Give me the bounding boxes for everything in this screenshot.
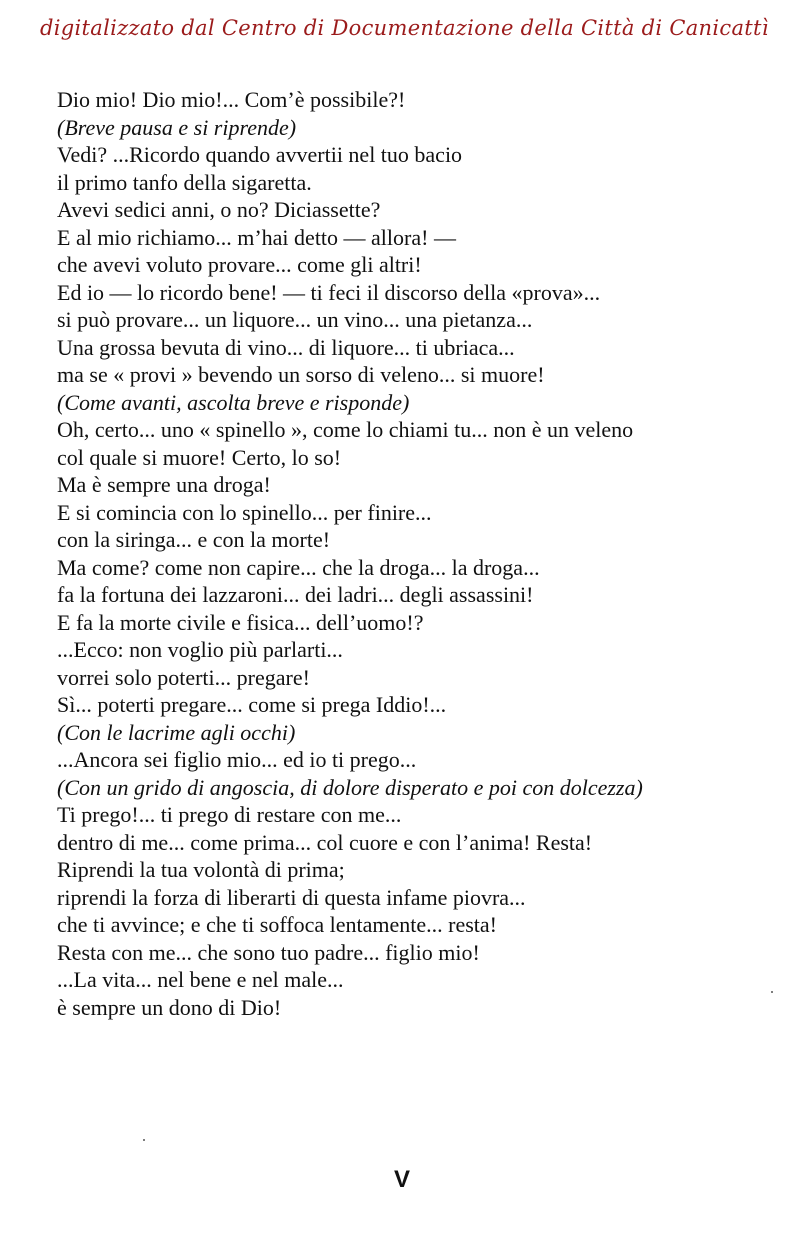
poem-line: ...La vita... nel bene e nel male... [57, 967, 344, 992]
poem-line: con la siringa... e con la morte! [57, 527, 331, 552]
poem-line: riprendi la forza di liberarti di questa infame piovra... [57, 884, 526, 910]
poem-line: Ma è sempre una droga! [57, 472, 271, 497]
poem-text [57, 86, 757, 1021]
poem-line: fa la fortuna dei lazzaroni... dei ladri... degli assassini! [57, 582, 534, 607]
poem-line: E si comincia con lo spinello... per finire... [57, 499, 432, 525]
poem-line: è sempre un dono di Dio! [57, 994, 282, 1020]
poem-line: Dio mio! Dio mio!... Com’è possibile?! [57, 87, 406, 112]
poem-line: dentro di me... come prima... col cuore e con l’anima! Resta! [57, 829, 593, 855]
poem-line: Ed io — lo ricordo bene! — ti feci il discorso della «prova»... [57, 279, 601, 305]
scan-speck [771, 991, 773, 993]
poem-line: E fa la morte civile e fisica... dell’uomo!? [57, 609, 424, 635]
poem-line: E al mio richiamo... m’hai detto — allora! — [57, 224, 456, 250]
poem-line: Ti prego!... ti prego di restare con me... [57, 802, 402, 827]
poem-line: ...Ecco: non voglio più parlarti... [57, 637, 343, 662]
poem-line: Oh, certo... uno « spinello », come lo chiami tu... non è un veleno [57, 417, 634, 442]
poem-line: Avevi sedici anni, o no? Diciassette? [57, 197, 381, 222]
page-number: V [394, 1166, 411, 1193]
poem-line: col quale si muore! Certo, lo so! [57, 444, 342, 470]
poem-line: Vedi? ...Ricordo quando avvertii nel tuo bacio [57, 142, 463, 167]
poem-line: Sì... poterti pregare... come si prega Iddio!... [57, 692, 447, 717]
poem-line: Una grossa bevuta di vino... di liquore... ti ubriaca... [57, 334, 515, 360]
poem-line: che avevi voluto provare... come gli altri! [57, 252, 422, 277]
poem-line: Resta con me... che sono tuo padre... figlio mio! [57, 939, 480, 965]
poem-line: che ti avvince; e che ti soffoca lentamente... resta! [57, 912, 497, 937]
poem-line: (Come avanti, ascolta breve e risponde) [57, 389, 410, 415]
digitization-watermark: digitalizzato dal Centro di Documentazione della Città di Canicattì [40, 16, 769, 40]
poem-line: vorrei solo poterti... pregare! [57, 664, 310, 690]
poem-line: si può provare... un liquore... un vino... una pietanza... [57, 307, 533, 332]
poem-line: (Con un grido di angoscia, di dolore disperato e poi con dolcezza) [57, 774, 643, 800]
poem-line: ...Ancora sei figlio mio... ed io ti prego... [57, 747, 417, 772]
scan-speck [143, 1139, 145, 1141]
poem-line: (Con le lacrime agli occhi) [57, 719, 296, 745]
poem-line: (Breve pausa e si riprende) [57, 114, 297, 140]
poem-line: il primo tanfo della sigaretta. [57, 169, 312, 195]
poem-line: Ma come? come non capire... che la droga... la droga... [57, 554, 540, 580]
poem-line: Riprendi la tua volontà di prima; [57, 857, 345, 882]
poem-line: ma se « provi » bevendo un sorso di veleno... si muore! [57, 362, 545, 387]
